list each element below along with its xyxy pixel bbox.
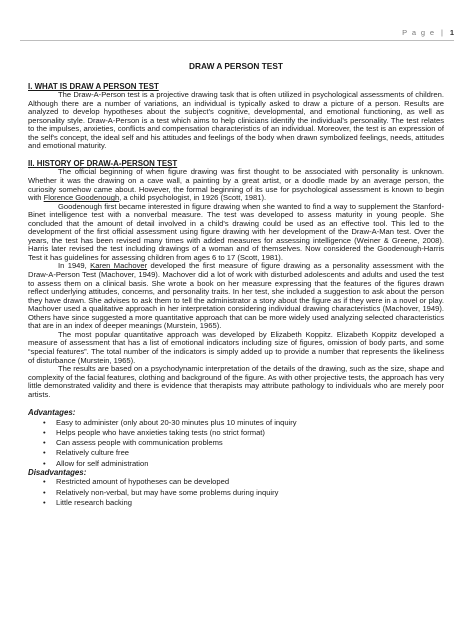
list-item: • Relatively non-verbal, but may have some problems during inquiry — [56, 488, 444, 498]
document-title: DRAW A PERSON TEST — [189, 61, 283, 71]
paragraph: The Draw-A-Person test is a projective drawing task that is often utilized in psychological assessments of children. Although there are a number of variations, an individual is typically asked to draw a picture of a person. Results are analyzed to develop hypotheses about the subject's cognitive, developmental, and emotional functioning, as well as personality style. Draw-A-Person is a test which aims to help clinicians identify the individual's personality. The test relates to the impulses, anxieties, conflicts and compensation characteristics of an individual. Moreover, the test is an expression of the self's concept, the ideal self and his attitudes and feelings of the body when drawn symbolized feelings, needs, attitudes and emotional maturity. — [28, 90, 444, 151]
paragraph: The most popular quantitative approach was developed by Elizabeth Koppitz. Elizabeth Koppitz developed a measure of assessment that has a list of emotional indicators including size of figures, omission of body parts, and some “special features”. The total number of the indicators is simply added up to provide a number that represents the likeliness of disturbance (Murstein, 1965). — [28, 329, 444, 365]
paragraph: Goodenough first became interested in figure drawing when she wanted to find a way to supplement the Stanford-Binet intelligence test with a nonverbal measure. The test was developed to assess maturity in young people. She concluded that the amount of detail involved in a child's drawing could be used as an effective tool. This led to the development of the first official assessment using figure drawing with her development of the Draw-A-Man test. Over the years, the test has been revised many times with added measures for assessing intelligence (Weiner & Greene, 2008). Harris later revised the test including drawings of a woman and of themselves. Now considered the Goodenough-Harris Test it has guidelines for assessing children from ages 6 to 17 (Scott, 1981). — [28, 201, 444, 262]
list-item: • Easy to administer (only about 20-30 minutes plus 10 minutes of inquiry — [56, 418, 444, 428]
advantages-list — [28, 418, 444, 469]
list-item: • Restricted amount of hypotheses can be developed — [56, 477, 444, 487]
disadvantages-list — [28, 477, 444, 508]
section-heading-what-is: I. WHAT IS DRAW A PERSON TEST — [28, 81, 159, 91]
page-header — [402, 28, 454, 37]
advantages-heading: Advantages: — [28, 408, 76, 418]
paragraph-text: , a child psychologist, in 1926 (Scott, 1981). — [119, 193, 267, 203]
link-florence-goodenough[interactable]: Florence Goodenough — [43, 193, 120, 203]
header-rule — [20, 40, 454, 41]
list-item: • Relatively culture free — [56, 448, 444, 458]
paragraph-text: developed the first measure of figure drawing as a personality assessment with the Draw-A-Person Test (Machover, 1949). Machover did a lot of work with disturbed adolescents and adults and used the test to assess them on a clinical basis. She wrote a book on her measure expressing that the features of the figures drawn reflect underlying attitudes, concerns, and personality traits. In her test, she included a suggestion to ask about the person they have drawn. She advises to ask them to tell the administrator a story about the figure as if they were in a novel or play. Machover used a qualitative approach in her interpretation considering individual drawing characteristics (Machover, 1949). Others have since suggested a more quantitative approach that can be more widely used analyzing selected characteristics that are in an index of deeper meanings (Murstein, 1965). — [28, 261, 445, 331]
paragraph-text: In 1949, — [58, 261, 91, 271]
list-item: • Allow for self administration — [56, 459, 444, 469]
list-item: • Helps people who have anxieties taking tests (no strict format) — [56, 428, 444, 438]
list-item: • Can assess people with communication problems — [56, 438, 444, 448]
page-separator: | — [440, 28, 445, 37]
paragraph-text: The official beginning of when figure drawing was first thought to be associated with personality is unknown. Whether it was the drawing on a cave wall, a painting by a great artist, or a doodle made by an average person, the curiosity somehow came about. However, the formal beginning of its use for psychological assessment is known to begin with — [28, 167, 444, 203]
link-karen-machover[interactable]: Karen Machover — [90, 261, 148, 271]
paragraph — [28, 262, 444, 330]
disadvantages-heading: Disadvantages: — [28, 467, 87, 477]
paragraph: The results are based on a psychodynamic interpretation of the details of the drawing, such as the size, shape and complexity of the facial features, clothing and background of the figure. As with other projective tests, the approach has very little demonstrated validity and there is evidence that therapists may attribute pathology to individuals who are merely poor artists. — [28, 364, 444, 399]
page-number: 1 — [449, 28, 454, 37]
document-body — [28, 62, 444, 508]
paragraph — [28, 168, 444, 202]
list-item: • Little research backing — [56, 498, 444, 508]
section-heading-history: II. HISTORY OF DRAW-A-PERSON TEST — [28, 158, 178, 168]
page-label: P a g e — [402, 28, 436, 37]
